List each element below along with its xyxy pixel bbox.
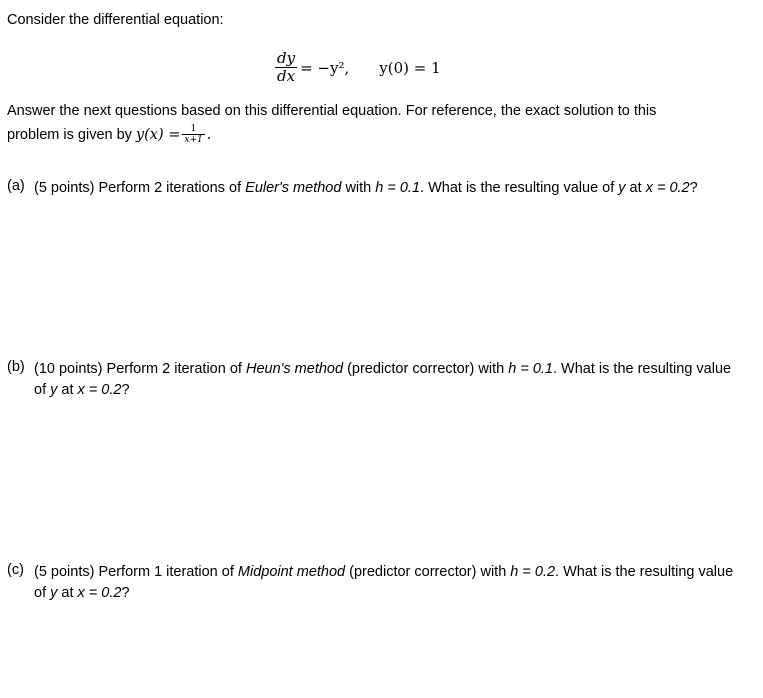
derivative-denominator: dx (275, 67, 297, 85)
question-post: . What is the resulting value of (34, 361, 732, 398)
method-name: Midpoint method (237, 564, 346, 580)
intro-text: Consider the differential equation: (7, 12, 224, 28)
question-end: ? (121, 585, 130, 601)
step-size: h = 0.2 (510, 564, 556, 580)
question-pre: (10 points) Perform 2 iteration of (34, 361, 246, 377)
question-pre: (5 points) Perform 2 iterations of (34, 180, 246, 196)
question-at: at (57, 585, 78, 601)
solution-period: . (206, 126, 212, 143)
reference-line-2 (7, 124, 211, 145)
target-x: x = 0.2 (645, 180, 690, 196)
target-x: x = 0.2 (77, 382, 122, 398)
question-post: . What is the resulting value of (34, 564, 734, 601)
equation-rhs: = −y², (300, 58, 350, 77)
question-end: ? (121, 382, 130, 398)
reference-line-2-prefix: problem is given by (7, 126, 132, 143)
target-x: x = 0.2 (77, 585, 122, 601)
method-name: Heun's method (245, 361, 344, 377)
question-mid: (predictor corrector) with (345, 564, 511, 580)
derivative-fraction (275, 50, 297, 85)
solution-fraction (182, 124, 204, 145)
question-at: at (57, 382, 78, 398)
step-size: h = 0.1 (375, 180, 421, 196)
derivative-numerator: dy (277, 49, 296, 67)
initial-condition: y(0) = 1 (379, 58, 441, 77)
question-mid: (predictor corrector) with (343, 361, 509, 377)
question-text (34, 359, 734, 401)
method-name: Euler's method (245, 180, 342, 196)
solution-lhs: y(x) = (135, 126, 181, 143)
question-label: (b) (7, 359, 25, 375)
question-end: ? (689, 180, 698, 196)
variable-y: y (50, 382, 58, 398)
question-at: at (625, 180, 646, 196)
question-text (34, 562, 734, 604)
question-post: . What is the resulting value of (420, 180, 619, 196)
step-size: h = 0.1 (508, 361, 553, 377)
question-mid: with (341, 180, 376, 196)
question-pre: (5 points) Perform 1 iteration of (34, 564, 238, 580)
question-label: (a) (7, 178, 25, 194)
question-text (34, 178, 734, 199)
solution-denominator: x+1 (184, 135, 203, 145)
question-label: (c) (7, 562, 24, 578)
differential-equation (275, 50, 441, 85)
solution-numerator: 1 (190, 124, 197, 134)
variable-y: y (618, 180, 626, 196)
reference-line-1: Answer the next questions based on this differential equation. For reference, the exact solution to this (7, 103, 657, 119)
variable-y: y (50, 585, 58, 601)
